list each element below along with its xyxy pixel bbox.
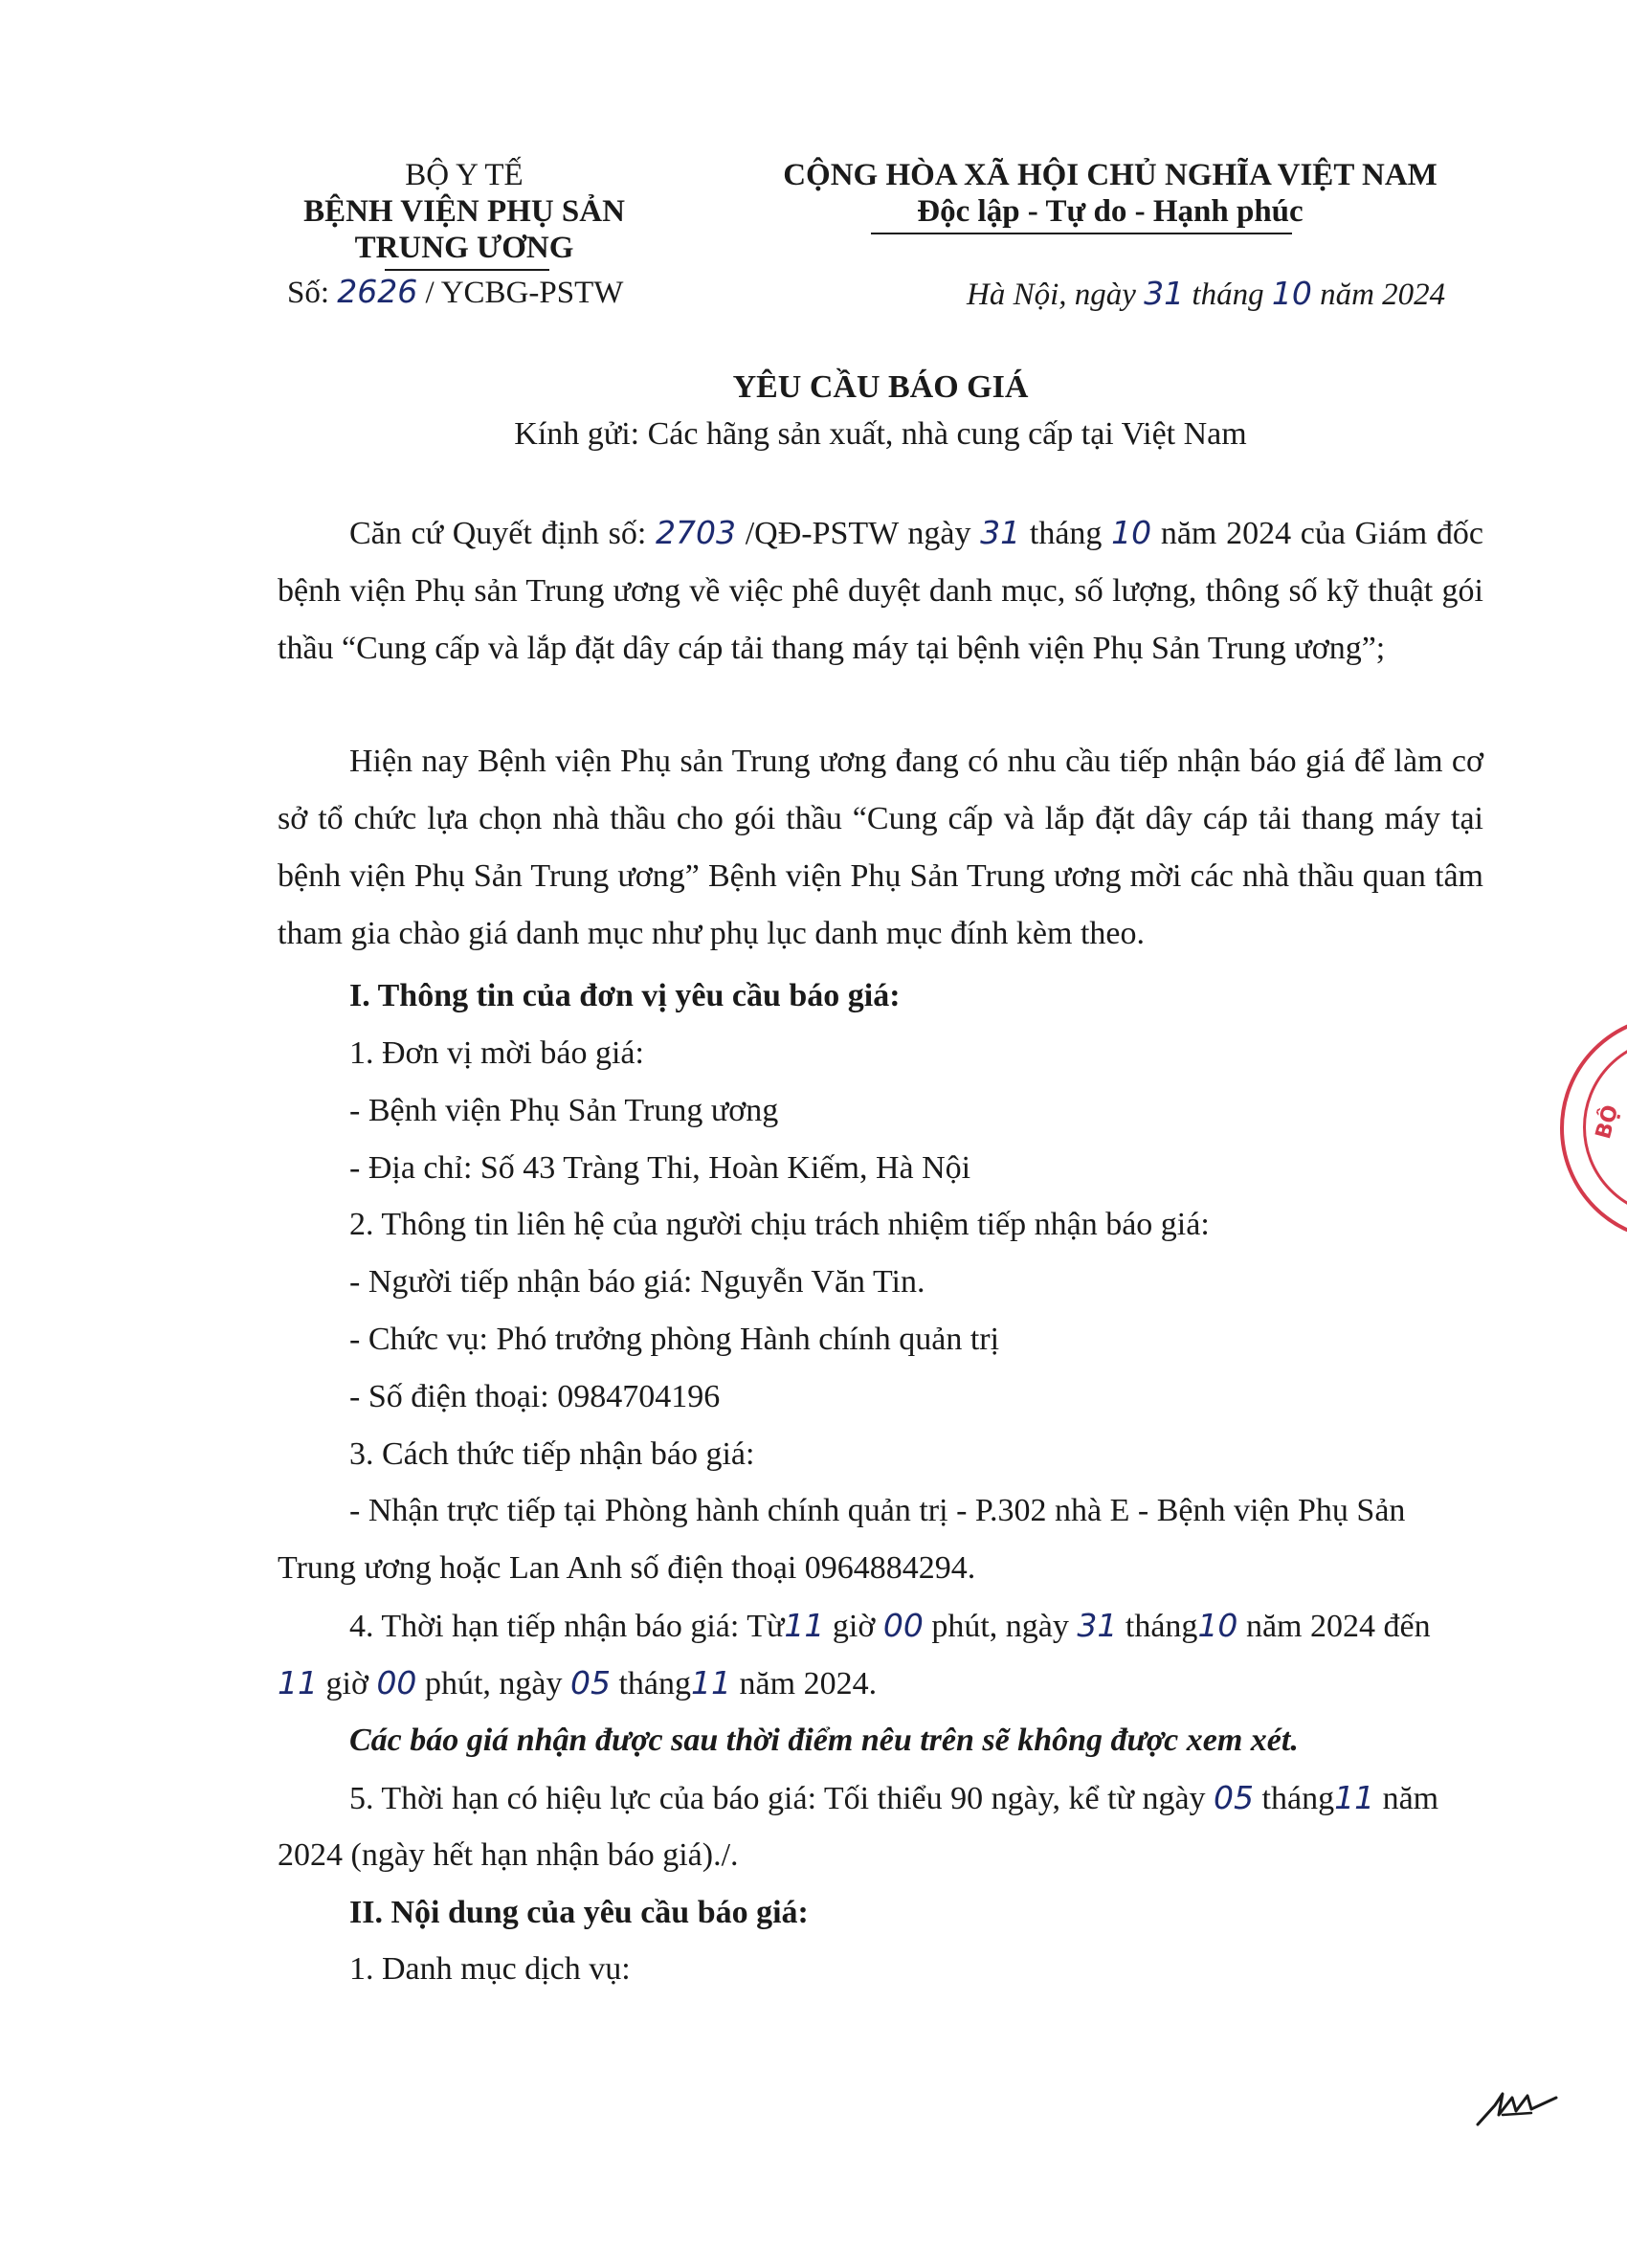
date-month-handwritten: 10 [1271,275,1312,312]
deadline-text7: phút, ngày [416,1666,570,1701]
decision-month-handwritten: 10 [1111,514,1152,551]
para1-text2: /QĐ-PSTW ngày [736,516,981,551]
date-year: năm 2024 [1311,278,1446,312]
late-submission-notice: Các báo giá nhận được sau thời điểm nêu trên sẽ không được xem xét. [349,1723,1299,1758]
header-left-divider [385,269,549,271]
validity-month-handwritten: 11 [1334,1779,1375,1816]
validity-text3: năm [1374,1781,1439,1816]
deadline-text9: năm 2024. [731,1666,878,1701]
section1-item3: 3. Cách thức tiếp nhận báo giá: [349,1436,755,1472]
receiver-line: - Người tiếp nhận báo giá: Nguyễn Văn Tin. [349,1264,925,1300]
deadline-end-hour-handwritten: 11 [278,1664,318,1701]
motto-underline [871,233,1292,234]
validity-text2: tháng [1254,1781,1335,1816]
national-motto: Độc lập - Tự do - Hạnh phúc [917,194,1304,229]
deadline-text2: giờ [824,1609,883,1644]
number-suffix: / YCBG-PSTW [417,276,624,310]
date-prefix: Hà Nội, ngày [967,278,1145,312]
method-line2: Trung ương hoặc Lan Anh số điện thoại 0964884294. [278,1550,976,1586]
section2-heading: II. Nội dung của yêu cầu báo giá: [349,1895,809,1930]
deadline-end-month-handwritten: 11 [691,1664,732,1701]
republic-name: CỘNG HÒA XÃ HỘI CHỦ NGHĨA VIỆT NAM [783,158,1438,192]
deadline-line2 [278,1662,877,1705]
section2-item1: 1. Danh mục dịch vụ: [349,1951,631,1987]
deadline-start-month-handwritten: 10 [1197,1607,1238,1644]
inviting-unit: - Bệnh viện Phụ Sản Trung ương [349,1093,779,1128]
deadline-text6: giờ [318,1666,377,1701]
section1-item2: 2. Thông tin liên hệ của người chịu trách nhiệm tiếp nhận báo giá: [349,1207,1210,1242]
deadline-text5: năm 2024 đến [1237,1609,1431,1644]
para1-text3: tháng [1020,516,1112,551]
ministry-name: BỘ Y TẾ [405,158,524,192]
validity-line2: 2024 (ngày hết hạn nhận báo giá)./. [278,1837,739,1873]
document-number [287,273,623,312]
recipient-line: Kính gửi: Các hãng sản xuất, nhà cung cấp tại Việt Nam [514,416,1247,452]
hospital-name-line1: BỆNH VIỆN PHỤ SẢN [303,194,625,229]
position-line: - Chức vụ: Phó trưởng phòng Hành chính quản trị [349,1322,1000,1357]
deadline-start-day-handwritten: 31 [1077,1607,1118,1644]
deadline-text8: tháng [610,1666,692,1701]
address-line: - Địa chỉ: Số 43 Tràng Thi, Hoàn Kiếm, Hà Nội [349,1150,971,1186]
section1-heading: I. Thông tin của đơn vị yêu cầu báo giá: [349,978,901,1013]
para1-text1: Căn cứ Quyết định số: [349,516,657,551]
deadline-line1 [349,1605,1431,1648]
deadline-end-minute-handwritten: 00 [376,1664,417,1701]
validity-text1: 5. Thời hạn có hiệu lực của báo giá: Tối thiểu 90 ngày, kể từ ngày [349,1781,1215,1816]
document-date [967,275,1445,314]
request-paragraph: Hiện nay Bệnh viện Phụ sản Trung ương đang có nhu cầu tiếp nhận báo giá để làm cơ sở tổ chức lựa chọn nhà thầu cho gói thầu “Cung cấp và lắp đặt dây cáp tải thang máy tại bệnh viện Phụ Sản Trung ương” Bệnh viện Phụ Sản Trung ương mời các nhà thầu quan tâm tham gia chào giá danh mục như phụ lục danh mục đính kèm theo. [278,744,1483,951]
date-day-handwritten: 31 [1144,275,1185,312]
red-seal-stamp [1560,1014,1627,1242]
number-prefix: Số: [287,276,338,310]
deadline-end-day-handwritten: 05 [569,1664,611,1701]
deadline-text4: tháng [1117,1609,1198,1644]
document-title: YÊU CẦU BÁO GIÁ [732,369,1029,405]
phone-line: - Số điện thoại: 0984704196 [349,1379,721,1414]
section1-item1: 1. Đơn vị mời báo giá: [349,1035,644,1071]
seal-text: BỘ [1592,1102,1624,1142]
para1-text4: năm 2024 của Giám đốc bệnh viện Phụ sản Trung ương về việc phê duyệt danh mục, số lượng, thông số kỹ thuật gói thầu “Cung cấp và lắp đặt dây cáp tải thang máy tại bệnh viện Phụ Sản Trung ương”; [278,516,1483,666]
legal-basis-paragraph [278,504,1483,678]
deadline-start-hour-handwritten: 11 [784,1607,825,1644]
deadline-text1: 4. Thời hạn tiếp nhận báo giá: Từ [349,1609,785,1644]
deadline-text3: phút, ngày [923,1609,1078,1644]
number-handwritten: 2626 [337,273,418,310]
method-line1: - Nhận trực tiếp tại Phòng hành chính quản trị - P.302 nhà E - Bệnh viện Phụ Sản [349,1493,1406,1528]
hospital-name-line2: TRUNG ƯƠNG [354,231,574,265]
decision-number-handwritten: 2703 [656,514,737,551]
date-month-label: tháng [1184,278,1272,312]
decision-day-handwritten: 31 [980,514,1021,551]
validity-day-handwritten: 05 [1214,1779,1255,1816]
handwritten-initials-signature [1474,2077,1560,2134]
validity-line1 [349,1777,1438,1820]
deadline-start-minute-handwritten: 00 [882,1607,924,1644]
